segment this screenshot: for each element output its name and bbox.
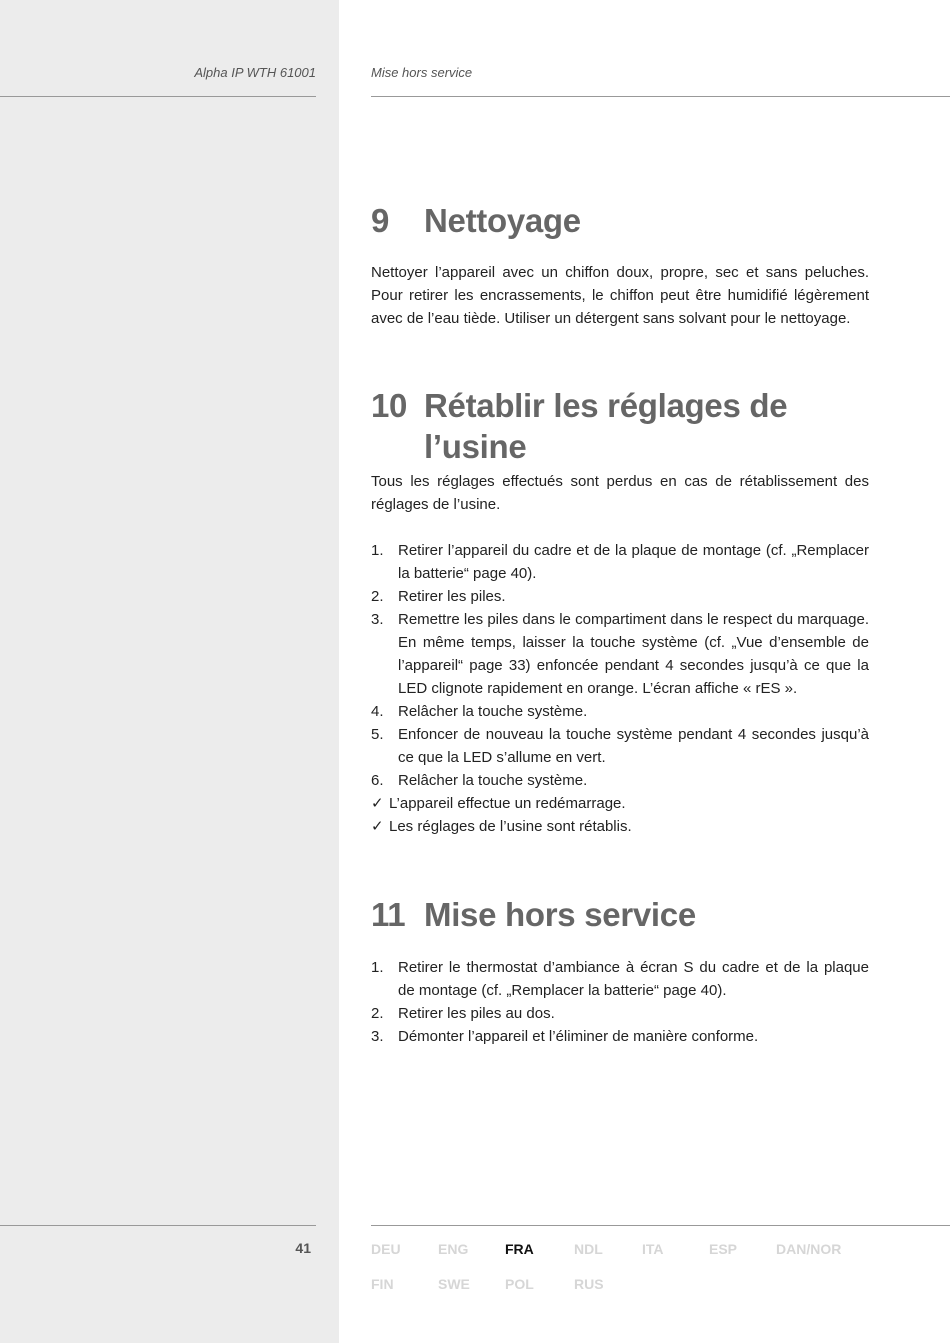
list-item: 1. Retirer l’appareil du cadre et de la plaque de montage (cf. „Remplacer la batterie“ page 40). (371, 542, 869, 582)
footer-divider-right (371, 1225, 950, 1226)
section-number: 9 (371, 202, 390, 239)
list-item: 2. Retirer les piles. (371, 588, 506, 605)
list-item: 4. Relâcher la touche système. (371, 703, 588, 720)
reset-results-list (371, 792, 869, 838)
result-item: ✓ Les réglages de l’usine sont rétablis. (371, 815, 869, 838)
language-link-swe[interactable]: SWE (438, 1276, 470, 1292)
section-number: 11 (371, 896, 406, 933)
page-number: 41 (295, 1240, 311, 1256)
section-title: Mise hors service (424, 896, 696, 933)
language-row (371, 1241, 950, 1276)
list-item: 2. Retirer les piles au dos. (371, 1005, 555, 1022)
document-name: Alpha IP WTH 61001 (194, 65, 316, 80)
list-item: 3. Remettre les piles dans le compartiment dans le respect du marquage. En même temps, laisser la touche système (cf. „Vue d’ensemble de l’appareil“ page 33) enfoncée pendant 4 secondes jusqu’à ce que la LED clignote rapidement en orange. L’écran affiche « rES ». (371, 611, 869, 697)
reset-steps-list (371, 539, 869, 792)
checkmark-icon: ✓ (371, 818, 384, 835)
left-sidebar (0, 0, 339, 1343)
section-heading (371, 200, 869, 241)
language-row (371, 1276, 950, 1311)
section-title: Nettoyage (424, 202, 581, 239)
language-link-ita[interactable]: ITA (642, 1241, 664, 1257)
footer-divider-left (0, 1225, 316, 1226)
language-link-dan-nor[interactable]: DAN/NOR (776, 1241, 842, 1257)
language-link-deu[interactable]: DEU (371, 1241, 401, 1257)
section-paragraph: Tous les réglages effectués sont perdus en cas de rétablissement des réglages de l’usine. (371, 473, 869, 513)
language-link-esp[interactable]: ESP (709, 1241, 738, 1257)
language-link-pol[interactable]: POL (505, 1276, 534, 1292)
section-heading (371, 894, 869, 935)
language-link-fra[interactable]: FRA (505, 1241, 534, 1257)
list-item: 5. Enfoncer de nouveau la touche système pendant 4 secondes jusqu’à ce que la LED s’allume en vert. (371, 726, 869, 766)
list-item: 3. Démonter l’appareil et l’éliminer de manière conforme. (371, 1028, 759, 1045)
language-link-eng[interactable]: ENG (438, 1241, 469, 1257)
section-factory-reset (371, 385, 869, 838)
section-paragraph: Nettoyer l’appareil avec un chiffon doux, propre, sec et sans peluches. Pour retirer les encrassements, le chiffon peut être humidifié légèrement avec de l’eau tiède. Utiliser un détergent sans solvant pour le nettoyage. (371, 264, 869, 327)
running-section-title: Mise hors service (371, 65, 473, 80)
language-link-fin[interactable]: FIN (371, 1276, 394, 1292)
section-decommissioning (371, 894, 869, 1048)
language-link-ndl[interactable]: NDL (574, 1241, 603, 1257)
header-divider-right (371, 96, 950, 97)
section-cleaning (371, 200, 869, 330)
language-link-rus[interactable]: RUS (574, 1276, 604, 1292)
checkmark-icon: ✓ (371, 795, 384, 812)
list-item: 1. Retirer le thermostat d’ambiance à écran S du cadre et de la plaque de montage (cf. „Remplacer la batterie“ page 40). (371, 959, 869, 999)
section-heading (371, 385, 869, 467)
header-divider-left (0, 96, 316, 97)
decommission-steps-list (371, 956, 869, 1048)
list-item: 6. Relâcher la touche système. (371, 772, 588, 789)
section-title: Rétablir les réglages de l’usine (424, 387, 788, 465)
section-number: 10 (371, 387, 408, 424)
result-item: ✓ L’appareil effectue un redémarrage. (371, 792, 869, 815)
language-navigation (371, 1241, 950, 1311)
